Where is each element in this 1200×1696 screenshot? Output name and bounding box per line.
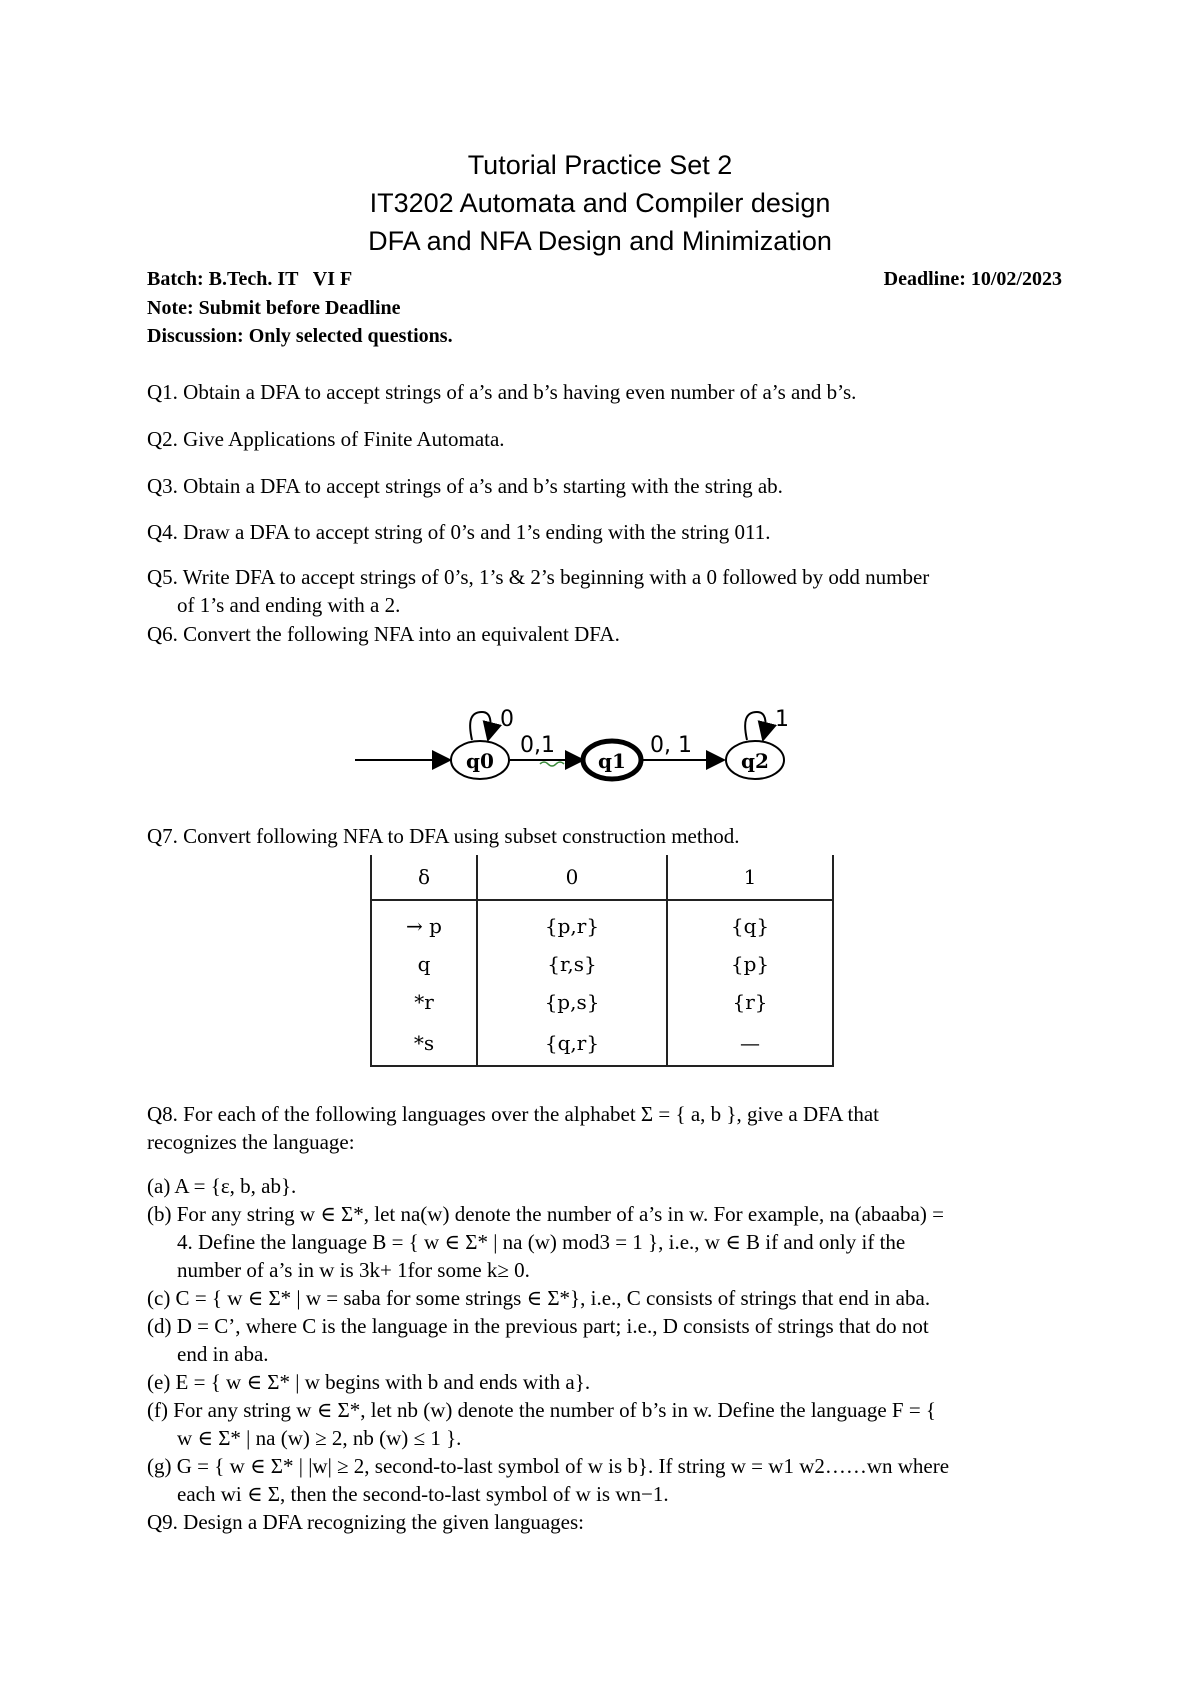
row-zero: {r,s} [477,945,667,983]
part-g [147,1452,1067,1508]
row-zero: {p,r} [477,900,667,945]
question-7: Q7. Convert following NFA to DFA using subset construction method. [147,824,740,848]
question-4: Q4. Draw a DFA to accept string of 0’s and 1’s ending with the string 011. [147,520,771,544]
deadline-text: Deadline: 10/02/2023 [883,268,1062,290]
question-8-line-1: Q8. For each of the following languages over the alphabet Σ = { a, b }, give a DFA that [147,1102,879,1126]
question-5-line-2: of 1’s and ending with a 2. [177,593,401,617]
question-9: Q9. Design a DFA recognizing the given languages: [147,1510,585,1534]
question-8 [147,1100,1067,1156]
title-line-1: Tutorial Practice Set 2 [467,150,733,180]
part-d [147,1312,1067,1368]
batch-row [147,268,1062,291]
table-header-row [371,855,833,900]
table-row [371,1021,833,1066]
question-3: Q3. Obtain a DFA to accept strings of a’s and b’s starting with the string ab. [147,474,783,498]
state-q0-label: q0 [466,749,494,773]
question-2: Q2. Give Applications of Finite Automata. [147,427,505,451]
loop-q2 [745,712,765,740]
edge-q0-q1-label: 0,1 [520,733,555,758]
row-zero: {p,s} [477,983,667,1021]
row-one: {q} [667,900,833,945]
row-one: {p} [667,945,833,983]
row-state: *s [371,1021,477,1066]
title-line-2: IT3202 Automata and Compiler design [369,188,831,218]
part-c: (c) C = { w ∈ Σ* | w = saba for some strings ∈ Σ*}, i.e., C consists of strings that end in aba. [147,1286,931,1310]
row-zero: {q,r} [477,1021,667,1066]
loop-q0-label: 0 [500,707,514,732]
header-zero: 0 [477,855,667,900]
table-row [371,983,833,1021]
part-f-line-1: (f) For any string w ∈ Σ*, let nb (w) denote the number of b’s in w. Define the language F = { [147,1398,936,1422]
header-delta: δ [371,855,477,900]
question-8-line-2: recognizes the language: [147,1130,355,1154]
question-5 [147,563,1067,619]
row-state: *r [371,983,477,1021]
question-5-line-1: Q5. Write DFA to accept strings of 0’s, 1’s & 2’s beginning with a 0 followed by odd number [147,565,930,589]
part-d-line-2: end in aba. [177,1342,269,1366]
nfa-transition-table [370,855,834,1067]
question-6: Q6. Convert the following NFA into an equivalent DFA. [147,622,620,646]
nfa-diagram [350,690,830,800]
row-one: — [667,1021,833,1066]
discussion-text: Discussion: Only selected questions. [147,325,453,347]
part-f [147,1396,1067,1452]
part-b-line-1: (b) For any string w ∈ Σ*, let na(w) denote the number of a’s in w. For example, na (abaaba) = [147,1202,944,1226]
question-1: Q1. Obtain a DFA to accept strings of a’s and b’s having even number of a’s and b’s. [147,380,857,404]
part-e: (e) E = { w ∈ Σ* | w begins with b and ends with a}. [147,1370,591,1394]
loop-q2-label: 1 [775,707,789,732]
edge-q1-q2-label: 0, 1 [650,733,692,758]
part-g-line-1: (g) G = { w ∈ Σ* | |w| ≥ 2, second-to-last symbol of w is b}. If string w = w1 w2……wn where [147,1454,950,1478]
row-one: {r} [667,983,833,1021]
part-b [147,1200,1067,1284]
table-row [371,900,833,945]
loop-q0 [470,712,490,740]
header-one: 1 [667,855,833,900]
row-state: → p [371,900,477,945]
part-b-line-3: number of a’s in w is 3k+ 1for some k≥ 0. [177,1258,530,1282]
title-line-3: DFA and NFA Design and Minimization [368,226,832,256]
table-row [371,945,833,983]
part-g-line-2: each wi ∈ Σ, then the second-to-last symbol of w is wn−1. [177,1482,669,1506]
part-d-line-1: (d) D = C’, where C is the language in the previous part; i.e., D consists of strings that do not [147,1314,929,1338]
row-state: q [371,945,477,983]
batch-text: Batch: B.Tech. IT VI F [147,268,353,290]
state-q2-label: q2 [741,749,769,773]
spell-underline [540,762,564,766]
state-q1-label: q1 [598,749,626,773]
title-block [0,146,1200,260]
note-text: Note: Submit before Deadline [147,297,401,319]
part-a: (a) A = {ε, b, ab}. [147,1174,297,1198]
part-f-line-2: w ∈ Σ* | na (w) ≥ 2, nb (w) ≤ 1 }. [177,1426,462,1450]
part-b-line-2: 4. Define the language B = { w ∈ Σ* | na (w) mod3 = 1 }, i.e., w ∈ B if and only if the [177,1230,906,1254]
